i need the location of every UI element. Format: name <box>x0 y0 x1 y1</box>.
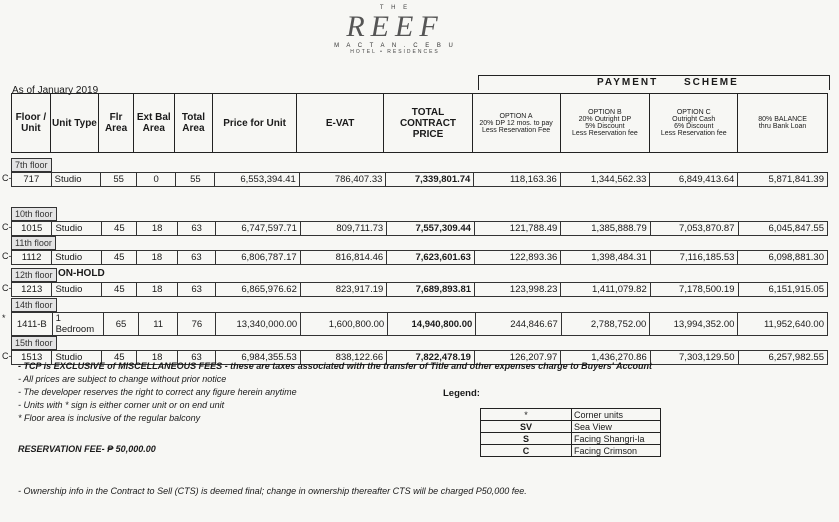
hdr-floor-unit: Floor / Unit <box>12 94 51 153</box>
ownership-note: - Ownership info in the Contract to Sell (CTS) is deemed final; change in ownership thereafter CTS will be charged P50,000 fee. <box>18 486 527 496</box>
unit-prefix: C- <box>2 351 12 361</box>
legend-row <box>481 409 661 421</box>
legend-code: * <box>481 409 572 421</box>
hdr-ext-bal: Ext Bal Area <box>133 94 174 153</box>
total-area-cell: 55 <box>176 173 215 187</box>
legend-desc: Facing Crimson <box>572 445 661 457</box>
bank-loan-cell: 11,952,640.00 <box>738 313 828 336</box>
evat-cell: 786,407.33 <box>299 173 386 187</box>
logo-location: M A C T A N . C E B U <box>334 43 456 49</box>
hdr-flr-area: Flr Area <box>99 94 134 153</box>
hdr-evat: E-VAT <box>296 94 383 153</box>
option-c-cell: 13,994,352.00 <box>650 313 738 336</box>
ext-bal-cell: 11 <box>138 313 177 336</box>
flr-area-cell: 45 <box>102 283 137 297</box>
price-cell: 6,806,787.17 <box>216 251 300 265</box>
unit-cell: 1112 <box>12 251 52 265</box>
legend-code: SV <box>481 421 572 433</box>
type-cell: Studio <box>52 351 102 365</box>
hdr-option-b: OPTION B 20% Outright DP 5% Discount Less Reservation fee <box>560 94 650 153</box>
reef-logo <box>310 5 480 65</box>
option-a-cell: 121,788.49 <box>474 222 560 236</box>
payment-word: PAYMENT <box>597 77 659 88</box>
table-row <box>11 172 828 187</box>
unit-prefix: C- <box>2 173 12 183</box>
bank-loan-cell: 5,871,841.39 <box>738 173 828 187</box>
unit-prefix: C- <box>2 283 12 293</box>
hdr-total-area: Total Area <box>174 94 213 153</box>
option-a-cell: 244,846.67 <box>476 313 561 336</box>
evat-cell: 838,122.66 <box>300 351 386 365</box>
type-cell: 1 Bedroom <box>52 313 104 336</box>
note-corner: - Units with * sign is either corner unit or on end unit <box>18 400 225 410</box>
hdr-tcp: TOTAL CONTRACT PRICE <box>384 94 472 153</box>
legend-desc: Facing Shangri-la <box>572 433 661 445</box>
option-b-cell: 1,344,562.33 <box>560 173 650 187</box>
tcp-cell: 7,822,478.19 <box>387 351 475 365</box>
bank-loan-cell: 6,151,915.05 <box>738 283 827 297</box>
floor-label: 12th floor <box>11 268 57 282</box>
flr-area-cell: 45 <box>102 222 137 236</box>
unit-prefix: C- <box>2 251 12 261</box>
total-area-cell: 63 <box>177 283 216 297</box>
logo-name: REEF <box>346 10 444 43</box>
option-b-cell: 1,411,079.82 <box>561 283 650 297</box>
floor-label: 7th floor <box>11 158 52 172</box>
floor-label: 15th floor <box>11 336 57 350</box>
tcp-cell: 7,623,601.63 <box>387 251 475 265</box>
unit-cell: 717 <box>12 173 52 187</box>
option-c-cell: 7,116,185.53 <box>650 251 738 265</box>
legend-table <box>480 408 661 457</box>
legend-title: Legend: <box>443 388 480 399</box>
tcp-cell: 7,689,893.81 <box>387 283 475 297</box>
type-cell: Studio <box>51 173 101 187</box>
type-cell: Studio <box>52 251 102 265</box>
option-a-cell: 118,163.36 <box>474 173 560 187</box>
ext-bal-cell: 18 <box>137 283 177 297</box>
unit-prefix: * <box>2 313 6 323</box>
tcp-cell: 7,339,801.74 <box>386 173 474 187</box>
flr-area-cell: 45 <box>102 351 137 365</box>
floor-label: 10th floor <box>11 207 57 221</box>
flr-area-cell: 55 <box>101 173 136 187</box>
hdr-price: Price for Unit <box>213 94 297 153</box>
type-cell: Studio <box>52 283 102 297</box>
ext-bal-cell: 18 <box>137 351 177 365</box>
hdr-bank-loan: 80% BALANCE thru Bank Loan <box>738 94 828 153</box>
option-c-cell: 7,178,500.19 <box>650 283 738 297</box>
price-cell: 6,553,394.41 <box>215 173 300 187</box>
scheme-word: SCHEME <box>684 77 739 88</box>
total-area-cell: 63 <box>177 222 216 236</box>
price-cell: 6,984,355.53 <box>216 351 300 365</box>
unit-prefix: C- <box>2 222 12 232</box>
total-area-cell: 63 <box>177 251 216 265</box>
option-b-cell: 1,385,888.79 <box>561 222 650 236</box>
option-c-cell: 6,849,413.64 <box>650 173 738 187</box>
ext-bal-cell: 18 <box>137 251 177 265</box>
legend-row <box>481 421 661 433</box>
legend-row <box>481 445 661 457</box>
unit-cell: 1513 <box>12 351 52 365</box>
ext-bal-cell: 0 <box>136 173 176 187</box>
price-cell: 6,747,597.71 <box>216 222 300 236</box>
reservation-fee: RESERVATION FEE- ₱ 50,000.00 <box>18 444 156 454</box>
legend-row <box>481 433 661 445</box>
hdr-unit-type: Unit Type <box>50 94 98 153</box>
bank-loan-cell: 6,045,847.55 <box>738 222 827 236</box>
evat-cell: 1,600,800.00 <box>301 313 388 336</box>
on-hold-badge: ON-HOLD <box>58 268 105 279</box>
note-prices: - All prices are subject to change without prior notice <box>18 374 227 384</box>
unit-cell: 1411-B <box>12 313 53 336</box>
logo-subtitle: HOTEL • RESIDENCES <box>350 49 440 55</box>
tcp-cell: 14,940,800.00 <box>388 313 476 336</box>
payment-scheme-title <box>478 75 830 90</box>
table-row <box>11 312 828 336</box>
price-cell: 6,865,976.62 <box>216 283 300 297</box>
total-area-cell: 76 <box>178 313 216 336</box>
option-b-cell: 2,788,752.00 <box>561 313 650 336</box>
flr-area-cell: 45 <box>101 251 136 265</box>
note-floor-area: * Floor area is inclusive of the regular balcony <box>18 413 201 423</box>
option-a-cell: 123,998.23 <box>475 283 561 297</box>
table-row <box>11 250 828 265</box>
logo-the: T H E <box>379 5 411 11</box>
flr-area-cell: 65 <box>104 313 139 336</box>
evat-cell: 809,711.73 <box>300 222 386 236</box>
table-row <box>11 282 828 297</box>
legend-desc: Corner units <box>572 409 661 421</box>
option-a-cell: 126,207.97 <box>474 351 560 365</box>
as-of-date: As of January 2019 <box>12 85 99 96</box>
legend-desc: Sea View <box>572 421 661 433</box>
bank-loan-cell: 6,098,881.30 <box>738 251 828 265</box>
evat-cell: 816,814.46 <box>300 251 386 265</box>
option-b-cell: 1,398,484.31 <box>561 251 650 265</box>
type-cell: Studio <box>52 222 102 236</box>
floor-label: 14th floor <box>11 298 57 312</box>
option-a-cell: 122,893.36 <box>474 251 560 265</box>
legend-code: S <box>481 433 572 445</box>
price-cell: 13,340,000.00 <box>216 313 301 336</box>
header-table <box>11 93 828 153</box>
unit-cell: 1213 <box>12 283 52 297</box>
option-c-cell: 7,303,129.50 <box>650 351 738 365</box>
legend-code: C <box>481 445 572 457</box>
total-area-cell: 63 <box>177 351 216 365</box>
evat-cell: 823,917.19 <box>300 283 386 297</box>
floor-label: 11th floor <box>11 236 56 250</box>
unit-cell: 1015 <box>12 222 52 236</box>
ext-bal-cell: 18 <box>137 222 177 236</box>
option-b-cell: 1,436,270.86 <box>561 351 650 365</box>
hdr-option-a: OPTION A 20% DP 12 mos. to pay Less Reservation Fee <box>472 94 560 153</box>
option-c-cell: 7,053,870.87 <box>650 222 738 236</box>
bank-loan-cell: 6,257,982.55 <box>738 351 828 365</box>
table-row <box>11 221 828 236</box>
note-developer: - The developer reserves the right to correct any figure herein anytime <box>18 387 297 397</box>
tcp-cell: 7,557,309.44 <box>387 222 475 236</box>
note-tcp: - TCP is EXCLUSIVE of MISCELLANEOUS FEES - these are taxes associated with the transfer of Title and other expenses charge to Buyers' Account <box>18 361 652 371</box>
hdr-option-c: OPTION C Outright Cash 6% Discount Less Reservation fee <box>650 94 738 153</box>
